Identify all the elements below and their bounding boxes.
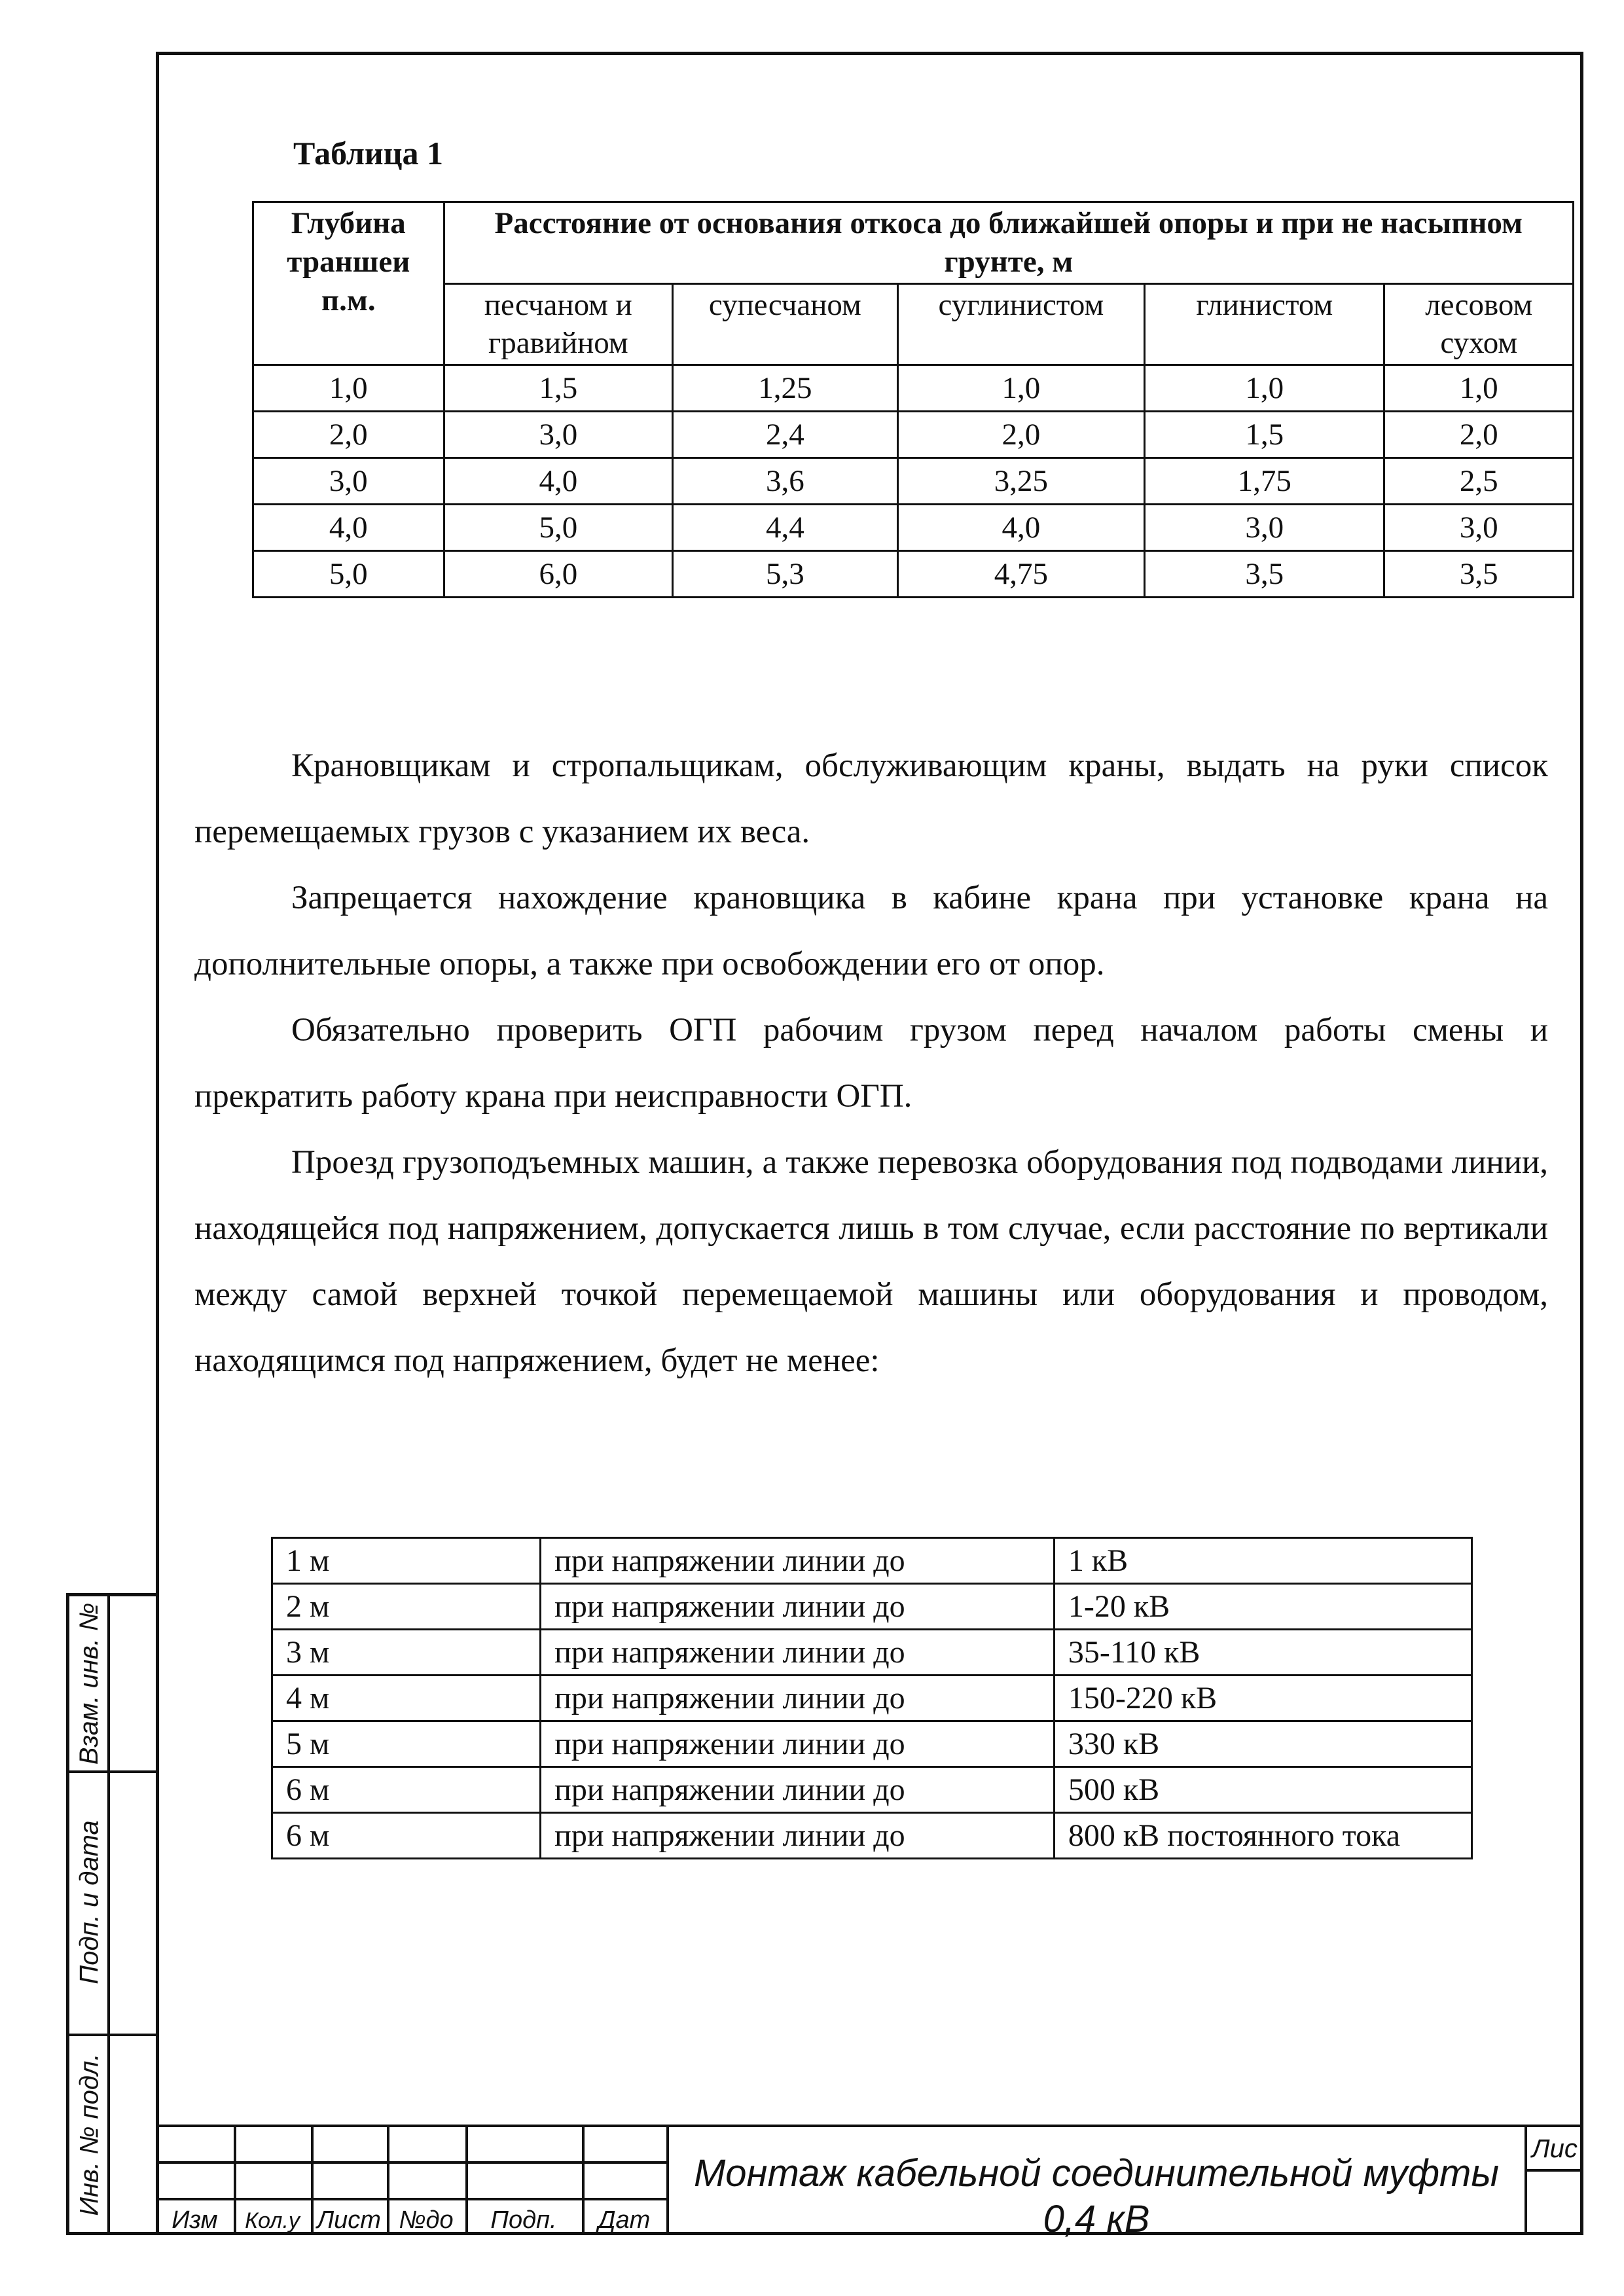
table-cell: 1,25 — [673, 365, 898, 412]
table1 — [252, 201, 1574, 598]
title-stamp — [156, 2125, 1583, 2240]
table-row — [272, 1721, 1472, 1767]
table-cell: 1,5 — [444, 365, 672, 412]
stamp-sheet-label: Лис — [1532, 2134, 1578, 2163]
table-row — [253, 412, 1574, 458]
paragraph: Запрещается нахождение крановщика в кабине крана при установке крана на дополнительные опоры, а также при освобождении его от опор. — [194, 880, 1548, 982]
table-cell: 4,4 — [673, 505, 898, 551]
table-row — [253, 365, 1574, 412]
table-cell: 3,0 — [1145, 505, 1384, 551]
table1-soil-header: супесчаном — [673, 283, 898, 365]
table-cell: 3,0 — [253, 458, 444, 505]
table-cell: 1,0 — [1384, 365, 1574, 412]
body-text — [194, 733, 1548, 1394]
table-row — [272, 1538, 1472, 1584]
table-cell: 1,0 — [1145, 365, 1384, 412]
table-cell: 2 м — [272, 1584, 541, 1630]
table2 — [271, 1537, 1473, 1859]
table1-caption: Таблица 1 — [293, 135, 444, 171]
table-cell: при напряжении линии до — [541, 1584, 1055, 1630]
stamp-label-podp: Подп. — [490, 2206, 557, 2234]
table-cell: 2,0 — [897, 412, 1145, 458]
side-stamp — [66, 1593, 156, 2235]
table-cell: при напряжении линии до — [541, 1538, 1055, 1584]
stamp-line — [1526, 2169, 1583, 2172]
side-stamp-vzam: Взам. инв. № — [75, 1602, 104, 1765]
side-stamp-podp: Подп. и дата — [75, 1820, 104, 1984]
table-cell: 3,25 — [897, 458, 1145, 505]
table-cell: 3,6 — [673, 458, 898, 505]
paragraph: Крановщикам и стропальщикам, обслуживающим краны, выдать на руки список перемещаемых грузов с указанием их веса. — [194, 747, 1548, 850]
table-cell: 2,0 — [253, 412, 444, 458]
table-cell: 5,0 — [253, 551, 444, 598]
table-cell: 4 м — [272, 1676, 541, 1721]
document-title: Монтаж кабельной соединительной муфты 0,4 кВ — [693, 2152, 1500, 2240]
table-cell: 1-20 кВ — [1054, 1584, 1471, 1630]
stamp-line — [156, 2125, 1583, 2127]
table-cell: 6 м — [272, 1813, 541, 1859]
table-row — [272, 1767, 1472, 1813]
table-row — [272, 1676, 1472, 1721]
table-cell: 2,0 — [1384, 412, 1574, 458]
table-cell: 500 кВ — [1054, 1767, 1471, 1813]
paragraph: Обязательно проверить ОГП рабочим грузом перед началом работы смены и прекратить работу крана при неисправности ОГП. — [194, 1012, 1548, 1115]
table1-soil-header: суглинистом — [897, 283, 1145, 365]
table-cell: 1,0 — [897, 365, 1145, 412]
table-row — [253, 458, 1574, 505]
table-cell: 35-110 кВ — [1054, 1630, 1471, 1676]
table1-soil-header: песчаном и гравийном — [444, 283, 672, 365]
table-cell: 1 кВ — [1054, 1538, 1471, 1584]
table-cell: 3,5 — [1384, 551, 1574, 598]
stamp-label-ndoc: №до — [399, 2206, 454, 2234]
table-cell: 4,75 — [897, 551, 1145, 598]
side-stamp-inv: Инв. № подл. — [75, 2053, 104, 2216]
stamp-label-date: Дат — [598, 2206, 651, 2234]
table-cell: 330 кВ — [1054, 1721, 1471, 1767]
table-row — [272, 1813, 1472, 1859]
table-cell: 1,5 — [1145, 412, 1384, 458]
table-cell: при напряжении линии до — [541, 1630, 1055, 1676]
table1-soil-header: глинистом — [1145, 283, 1384, 365]
table-cell: 2,5 — [1384, 458, 1574, 505]
table1-header-depth: Глубина траншеи п.м. — [253, 202, 444, 365]
stamp-line — [156, 2198, 668, 2200]
table1-header-distance: Расстояние от основания откоса до ближайшей опоры и при не насыпном грунте, м — [444, 202, 1573, 284]
table-cell: 3,0 — [1384, 505, 1574, 551]
table-cell: 1 м — [272, 1538, 541, 1584]
stamp-line — [156, 2161, 668, 2164]
table1-soil-header: лесовом сухом — [1384, 283, 1574, 365]
stamp-label-kolu: Кол.у — [245, 2208, 300, 2233]
table-cell: 150-220 кВ — [1054, 1676, 1471, 1721]
table-row — [272, 1630, 1472, 1676]
table-cell: 4,0 — [253, 505, 444, 551]
table-cell: при напряжении линии до — [541, 1721, 1055, 1767]
table-cell: 1,0 — [253, 365, 444, 412]
table-cell: 1,75 — [1145, 458, 1384, 505]
paragraph: Проезд грузоподъемных машин, а также перевозка оборудования под подводами линии, находящейся под напряжением, допускается лишь в том случае, если расстояние по вертикали между самой верхней точкой перемещаемой машины или оборудования и проводом, находящимся под напряжением, будет не менее: — [194, 1144, 1548, 1379]
table-cell: 5,3 — [673, 551, 898, 598]
table-cell: при напряжении линии до — [541, 1676, 1055, 1721]
stamp-label-list: Лист — [317, 2206, 381, 2234]
table-cell: 6,0 — [444, 551, 672, 598]
table-row — [272, 1584, 1472, 1630]
table-row — [253, 551, 1574, 598]
table-cell: 4,0 — [897, 505, 1145, 551]
table-cell: 3,0 — [444, 412, 672, 458]
table-cell: 5 м — [272, 1721, 541, 1767]
table-cell: 2,4 — [673, 412, 898, 458]
table-cell: 800 кВ постоянного тока — [1054, 1813, 1471, 1859]
stamp-label-izm: Изм — [171, 2206, 218, 2234]
table-cell: при напряжении линии до — [541, 1813, 1055, 1859]
table-row — [253, 505, 1574, 551]
table-cell: 3,5 — [1145, 551, 1384, 598]
table-cell: 6 м — [272, 1767, 541, 1813]
table-cell: 3 м — [272, 1630, 541, 1676]
table-cell: 5,0 — [444, 505, 672, 551]
table-cell: 4,0 — [444, 458, 672, 505]
table-cell: при напряжении линии до — [541, 1767, 1055, 1813]
